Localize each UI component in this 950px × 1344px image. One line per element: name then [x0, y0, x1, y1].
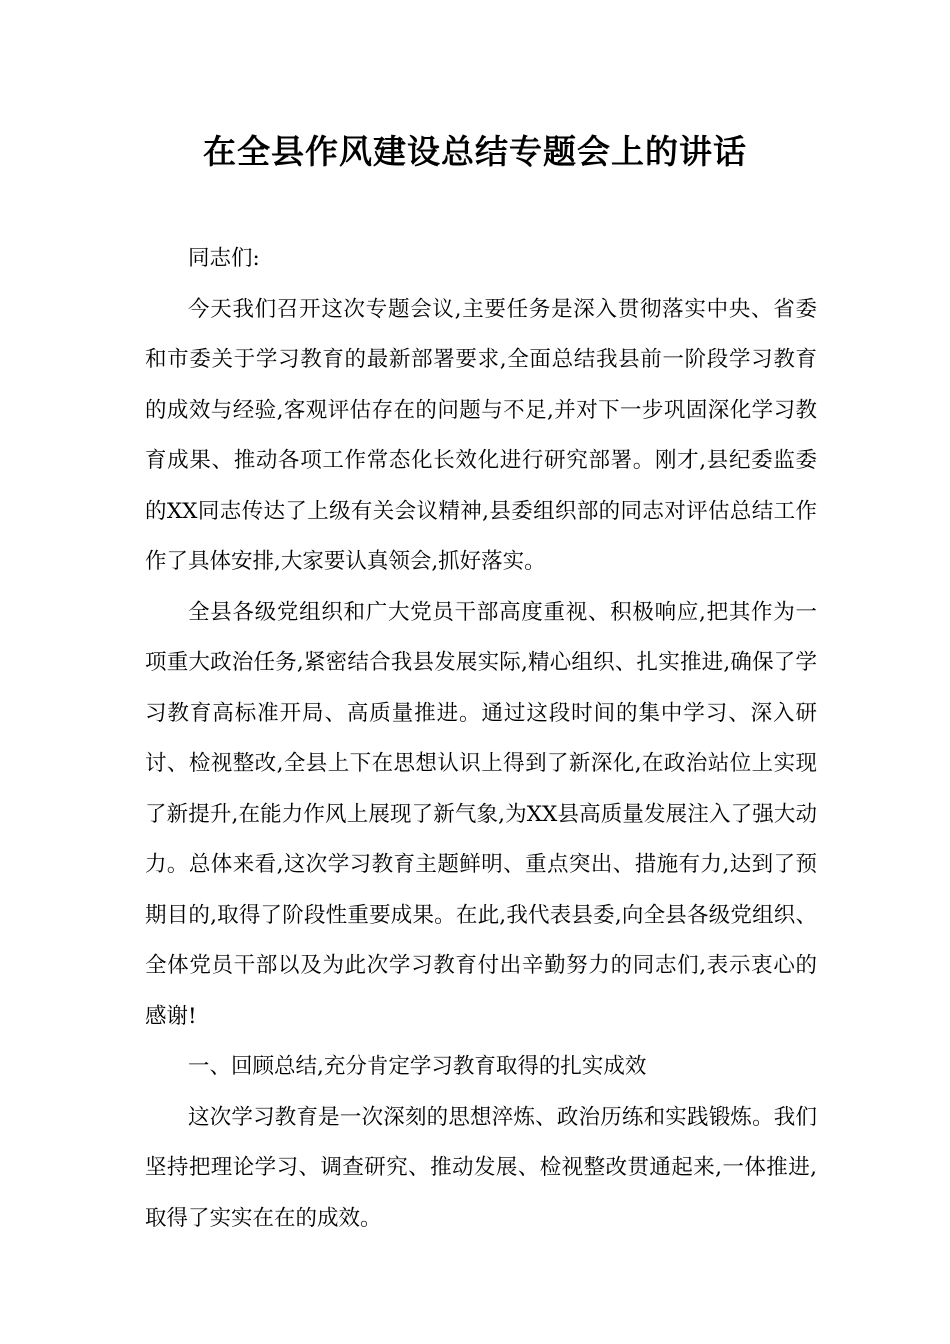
- paragraph-response: 全县各级党组织和广大党员干部高度重视、积极响应,把其作为一项重大政治任务,紧密结合我县发展实际,精心组织、扎实推进,确保了学习教育高标准开局、高质量推进。通过这段时间的集中学习、深入研讨、检视整改,全县上下在思想认识上得到了新深化,在政治站位上实现了新提升,在能力作风上展现了新气象,为XX县高质量发展注入了强大动力。总体来看,这次学习教育主题鲜明、重点突出、措施有力,达到了预期目的,取得了阶段性重要成果。在此,我代表县委,向全县各级党组织、全体党员干部以及为此次学习教育付出辛勤努力的同志们,表示衷心的感谢!: [145, 599, 817, 1029]
- section-heading: 一、回顾总结,充分肯定学习教育取得的扎实成效: [188, 1054, 647, 1079]
- section-paragraph: 这次学习教育是一次深刻的思想淬炼、政治历练和实践锻炼。我们坚持把理论学习、调查研究、推动发展、检视整改贯通起来,一体推进,取得了实实在在的成效。: [145, 1104, 817, 1231]
- document-body: [145, 234, 817, 1244]
- document-title: 在全县作风建设总结专题会上的讲话: [203, 132, 747, 171]
- paragraph-opening: 今天我们召开这次专题会议,主要任务是深入贯彻落实中央、省委和市委关于学习教育的最新部署要求,全面总结我县前一阶段学习教育的成效与经验,客观评估存在的问题与不足,并对下一步巩固深化学习教育成果、推动各项工作常态化长效化进行研究部署。刚才,县纪委监委的XX同志传达了上级有关会议精神,县委组织部的同志对评估总结工作作了具体安排,大家要认真领会,抓好落实。: [145, 296, 817, 574]
- salutation: 同志们:: [188, 246, 260, 271]
